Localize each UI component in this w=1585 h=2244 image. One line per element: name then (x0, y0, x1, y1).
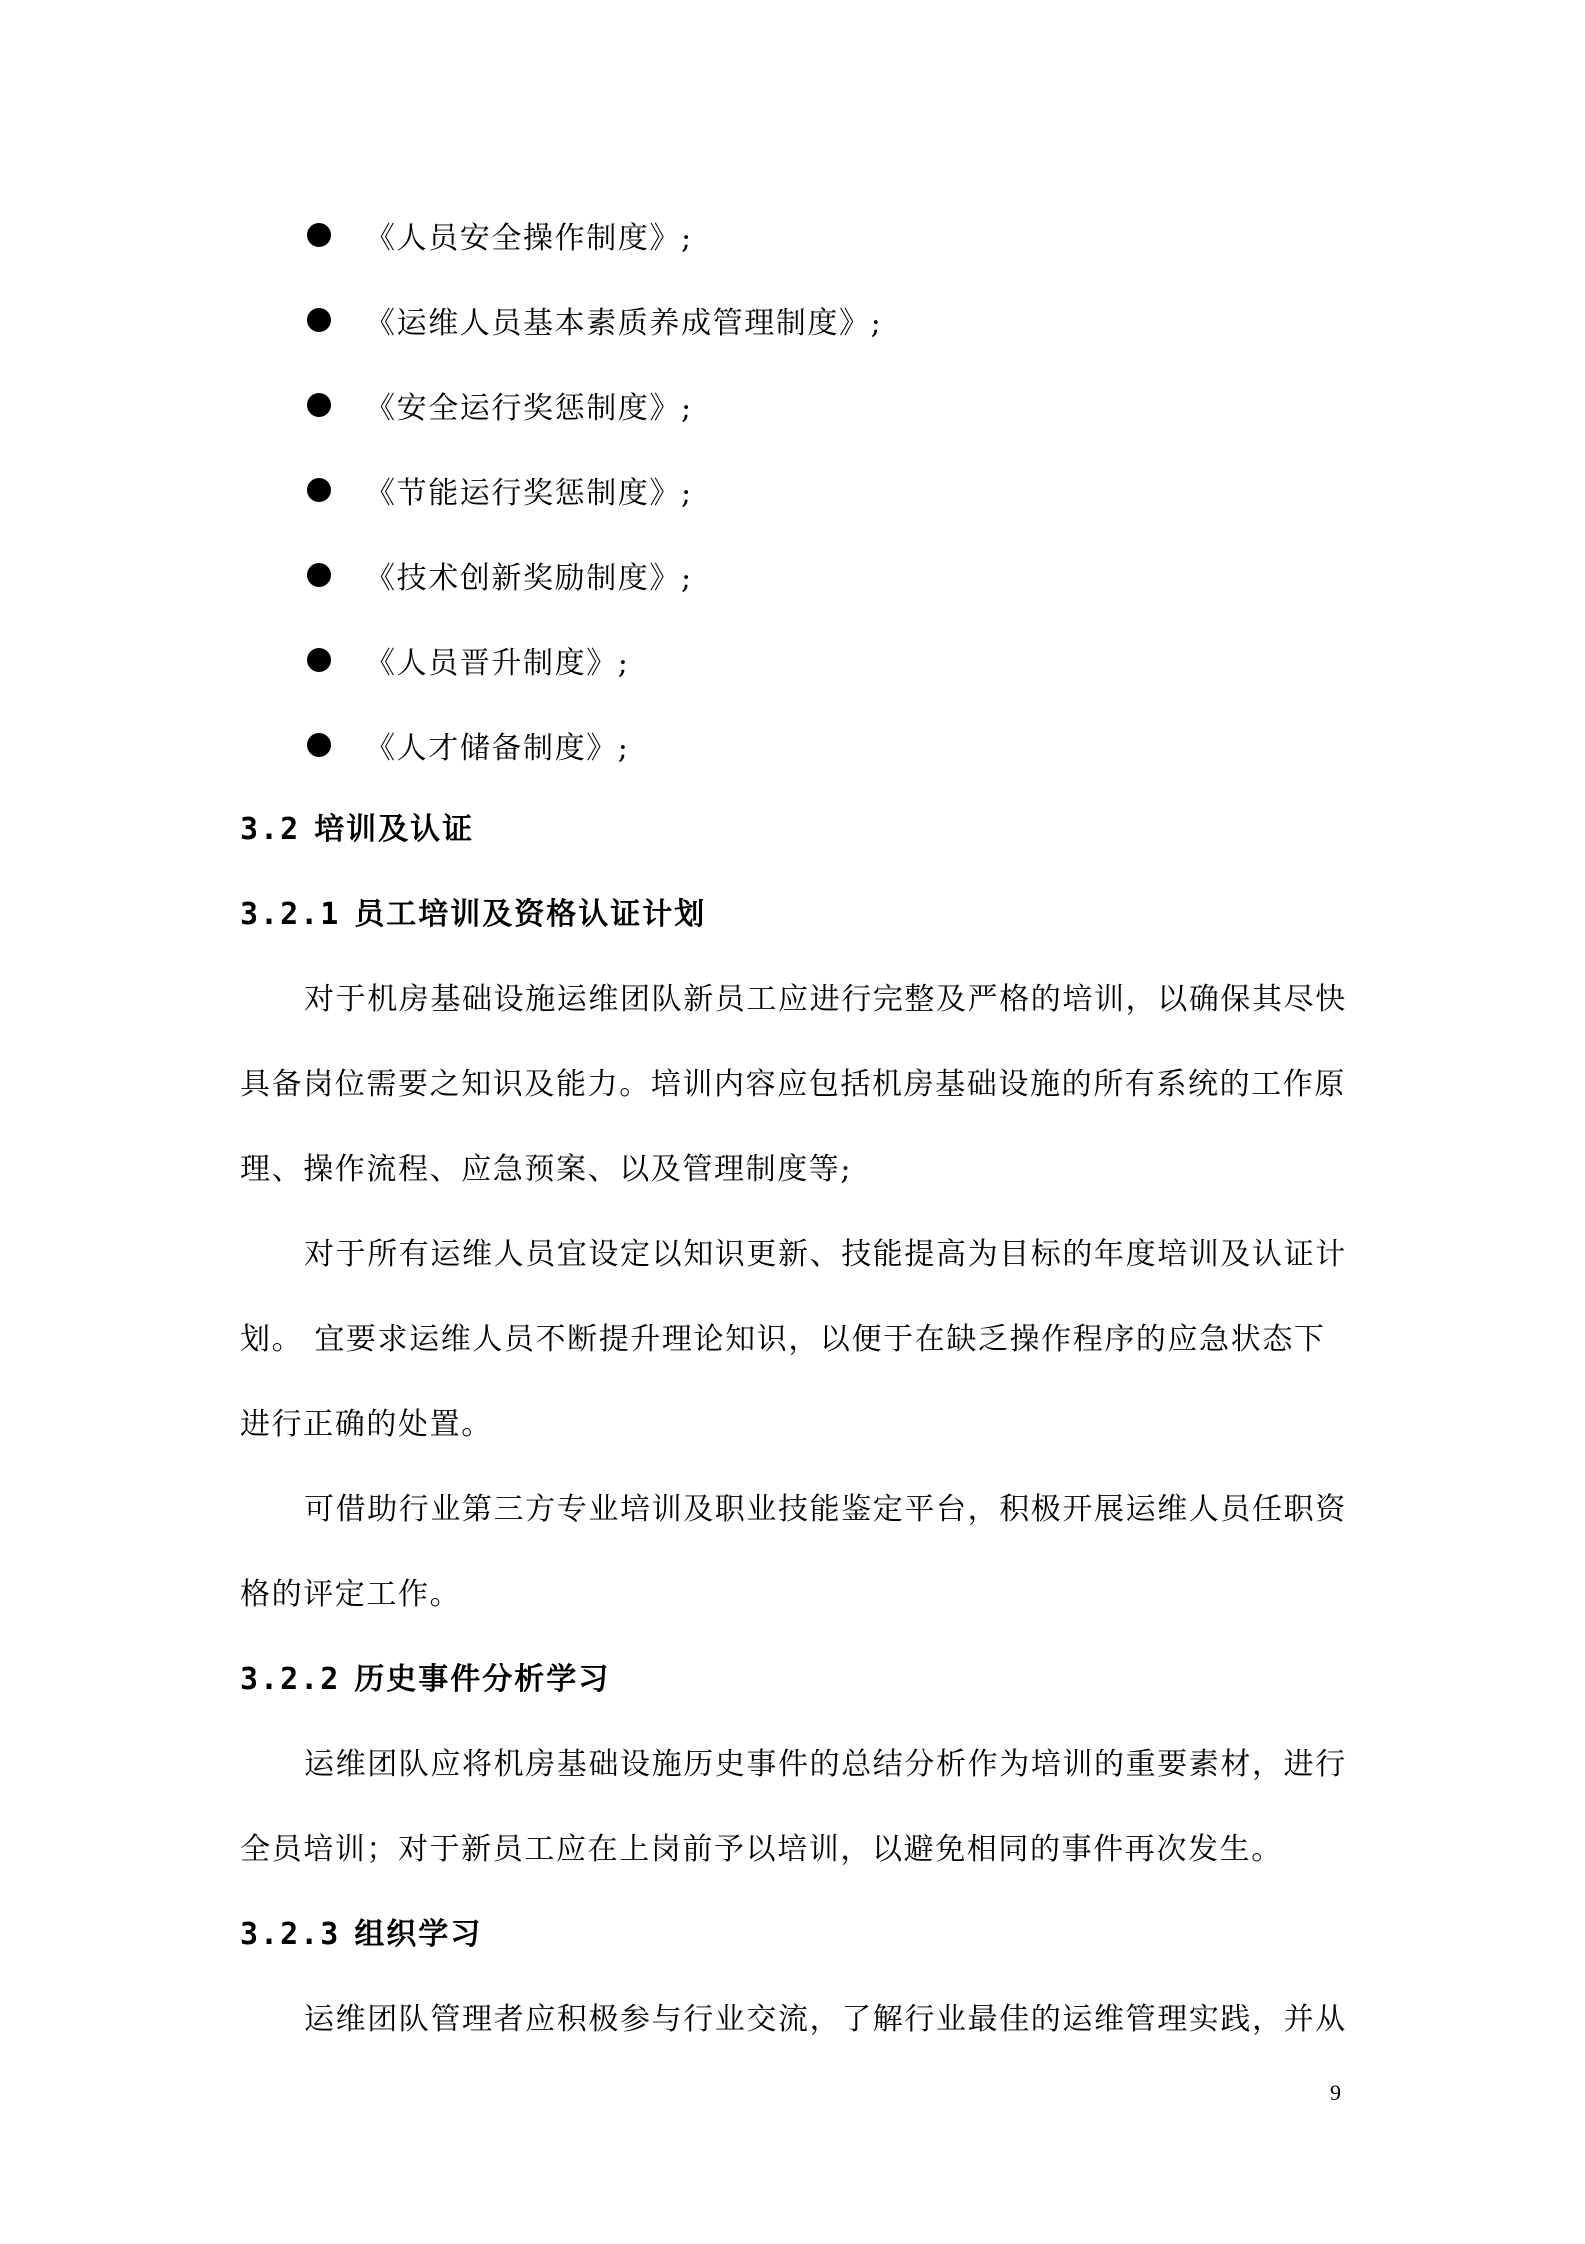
list-item-text: 《人才储备制度》; (365, 730, 630, 766)
paragraph-line: 具备岗位需要之知识及能力。培训内容应包括机房基础设施的所有系统的工作原 (240, 1067, 1346, 1102)
bullet-icon (307, 478, 331, 502)
section-number: 3.2 (240, 812, 301, 847)
section-title: 员工培训及资格认证计划 (354, 897, 707, 932)
section-number: 3.2.1 (240, 897, 341, 932)
paragraph (240, 1977, 1352, 2062)
section-title: 组织学习 (354, 1917, 483, 1952)
bullet-icon (307, 648, 331, 672)
list-item-text: 《人员晋升制度》; (365, 645, 630, 681)
paragraph-line: 运维团队管理者应积极参与行业交流，了解行业最佳的运维管理实践，并从 (304, 2002, 1347, 2037)
section-title: 培训及认证 (314, 812, 475, 847)
section-number: 3.2.2 (240, 1662, 341, 1697)
policy-bullet-list (240, 192, 1352, 787)
paragraph (240, 1212, 1352, 1467)
paragraph (240, 957, 1352, 1212)
paragraph-line: 格的评定工作。 (240, 1577, 462, 1612)
paragraph-line: 运维团队应将机房基础设施历史事件的总结分析作为培训的重要素材，进行 (304, 1747, 1347, 1782)
list-item (240, 192, 1352, 277)
list-item-text: 《技术创新奖励制度》; (365, 560, 693, 596)
section-number: 3.2.3 (240, 1917, 341, 1952)
paragraph (240, 1722, 1352, 1892)
paragraph-line: 划。 宜要求运维人员不断提升理论知识，以便于在缺乏操作程序的应急状态下 (240, 1322, 1326, 1357)
section-heading-3-2-2 (240, 1637, 1352, 1722)
paragraph (240, 1467, 1352, 1637)
list-item (240, 702, 1352, 787)
bullet-icon (307, 733, 331, 757)
list-item (240, 617, 1352, 702)
page-content (240, 192, 1352, 2062)
list-item-text: 《安全运行奖惩制度》; (365, 390, 693, 426)
paragraph-line: 对于机房基础设施运维团队新员工应进行完整及严格的培训，以确保其尽快 (304, 982, 1347, 1017)
page-number: 9 (1330, 2080, 1341, 2105)
list-item (240, 362, 1352, 447)
list-item-text: 《人员安全操作制度》; (365, 220, 693, 256)
list-item-text: 《运维人员基本素质养成管理制度》; (365, 305, 883, 341)
section-heading-3-2 (240, 787, 1352, 872)
section-heading-3-2-1 (240, 872, 1352, 957)
bullet-icon (307, 223, 331, 247)
paragraph-line: 理、操作流程、应急预案、以及管理制度等; (240, 1152, 853, 1187)
paragraph-line: 进行正确的处置。 (240, 1407, 493, 1442)
section-title: 历史事件分析学习 (354, 1662, 611, 1697)
list-item (240, 447, 1352, 532)
section-heading-3-2-3 (240, 1892, 1352, 1977)
bullet-icon (307, 393, 331, 417)
list-item-text: 《节能运行奖惩制度》; (365, 475, 693, 511)
bullet-icon (307, 563, 331, 587)
paragraph-line: 全员培训；对于新员工应在上岗前予以培训，以避免相同的事件再次发生。 (240, 1832, 1283, 1867)
bullet-icon (307, 308, 331, 332)
paragraph-line: 可借助行业第三方专业培训及职业技能鉴定平台，积极开展运维人员任职资 (304, 1492, 1347, 1527)
paragraph-line: 对于所有运维人员宜设定以知识更新、技能提高为目标的年度培训及认证计 (304, 1237, 1347, 1272)
list-item (240, 277, 1352, 362)
list-item (240, 532, 1352, 617)
